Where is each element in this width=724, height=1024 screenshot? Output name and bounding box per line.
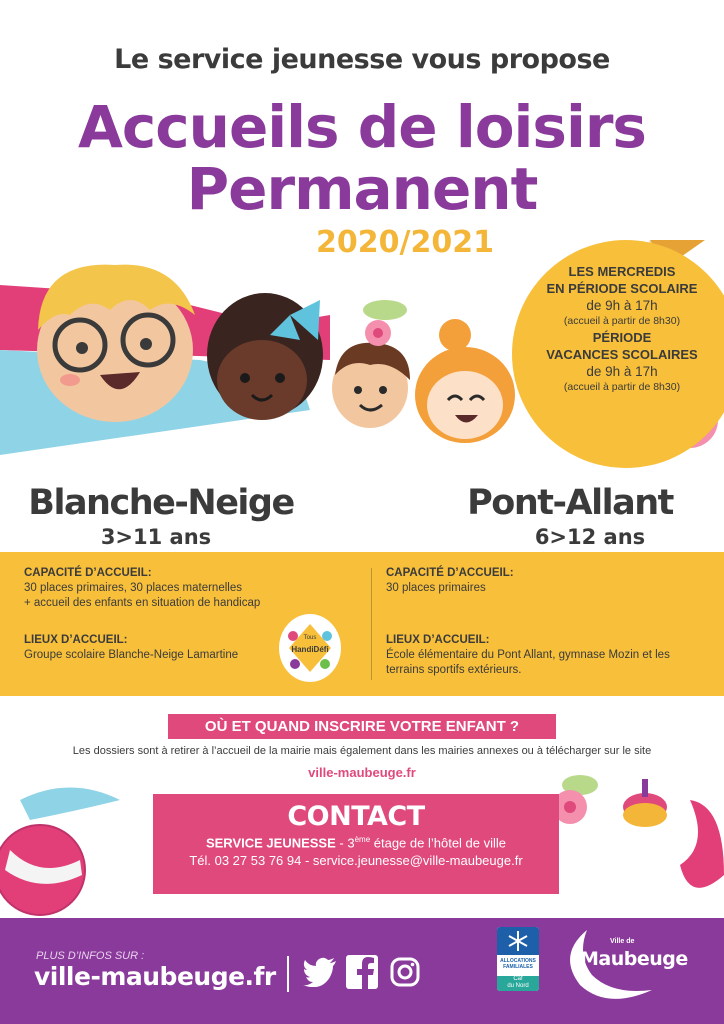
caf-name: Caf xyxy=(513,976,523,982)
page-title-line2: Permanent xyxy=(186,155,538,223)
left-location-line1: Groupe scolaire Blanche-Neige Lamartine xyxy=(24,649,239,661)
year-label: 2020/2021 xyxy=(316,225,494,260)
right-location-line1: École élémentaire du Pont Allant, gymnase Mozin et les xyxy=(386,649,670,661)
flower-small xyxy=(363,300,407,346)
footer-separator xyxy=(287,956,289,992)
schedule-info xyxy=(532,263,712,395)
instagram-icon[interactable] xyxy=(390,957,420,987)
place-left-name: Blanche-Neige xyxy=(28,483,294,523)
contact-title: CONTACT xyxy=(287,801,425,832)
maubeuge-logo-name: Maubeuge xyxy=(580,948,688,970)
schedule-block2-line1: PÉRIODE xyxy=(592,330,652,345)
schedule-block1-line1: LES MERCREDIS xyxy=(568,264,676,279)
place-blanche-neige xyxy=(6,482,316,550)
right-capacity-line1: 30 places primaires xyxy=(386,582,486,594)
footer-pre-text: PLUS D’INFOS SUR : xyxy=(36,950,145,962)
caf-text xyxy=(497,958,539,970)
info-left-column xyxy=(24,566,304,663)
right-location-label: LIEUX D’ACCUEIL: xyxy=(386,634,490,646)
right-capacity-label: CAPACITÉ D’ACCUEIL: xyxy=(386,567,514,579)
toys-illustration xyxy=(540,765,724,910)
caf-snowflake-icon xyxy=(497,927,539,955)
left-capacity-label: CAPACITÉ D’ACCUEIL: xyxy=(24,567,152,579)
footer-site-link[interactable]: ville-maubeuge.fr xyxy=(34,962,276,991)
caf-logo xyxy=(497,927,539,991)
info-right-column xyxy=(386,566,706,678)
contact-box xyxy=(153,794,559,894)
schedule-block2-hours: de 9h à 17h xyxy=(586,364,658,379)
schedule-block2-line2: VACANCES SCOLAIRES xyxy=(546,347,698,362)
contact-phone-email[interactable]: Tél. 03 27 53 76 94 - service.jeunesse@ville-maubeuge.fr xyxy=(189,853,523,869)
place-right-name: Pont-Allant xyxy=(467,483,673,523)
contact-location-sup: ème xyxy=(354,835,371,844)
place-right-age: 6>12 ans xyxy=(534,525,646,549)
register-text: Les dossiers sont à retirer à l’accueil de la mairie mais également dans les mairies annexes ou à télécharger sur le site xyxy=(72,745,652,757)
contact-service: SERVICE JEUNESSE xyxy=(205,835,336,851)
left-location-label: LIEUX D’ACCUEIL: xyxy=(24,634,128,646)
contact-location-prefix: - 3 xyxy=(335,835,355,851)
caf-name-band xyxy=(497,976,539,991)
boy-glasses-face xyxy=(37,265,195,422)
caf-region: du Nord xyxy=(507,983,529,989)
twitter-icon[interactable] xyxy=(303,957,337,987)
info-divider xyxy=(371,568,372,680)
contact-service-line xyxy=(153,835,559,850)
girl-redhair-face xyxy=(415,319,515,443)
register-banner: OÙ ET QUAND INSCRIRE VOTRE ENFANT ? xyxy=(168,714,556,739)
right-location-line2: terrains sportifs extérieurs. xyxy=(386,664,522,676)
page-title: Accueils de loisirs xyxy=(78,93,646,161)
ball-illustration xyxy=(0,780,130,920)
handidefi-badge-icon xyxy=(279,614,341,682)
schedule-block1-line2: EN PÉRIODE SCOLAIRE xyxy=(546,281,698,296)
maubeuge-logo-small: Ville de xyxy=(610,938,635,945)
schedule-block1-note: (accueil à partir de 8h30) xyxy=(563,315,681,327)
handidefi-logo xyxy=(279,614,341,682)
left-capacity-line1: 30 places primaires, 30 places maternelles xyxy=(24,582,242,594)
caf-text-line1: ALLOCATIONS xyxy=(500,958,536,964)
handidefi-main-text: HandiDéfi xyxy=(291,645,329,654)
caf-text-line2: FAMILIALES xyxy=(503,964,533,970)
tagline: Le service jeunesse vous propose xyxy=(114,44,610,75)
left-capacity-line2: + accueil des enfants en situation de handicap xyxy=(24,597,261,609)
boy-brown-face xyxy=(332,343,410,428)
handidefi-top-text: Tous xyxy=(303,635,317,641)
schedule-block2-note: (accueil à partir de 8h30) xyxy=(563,381,681,393)
register-link[interactable]: ville-maubeuge.fr xyxy=(308,765,416,780)
place-left-age: 3>11 ans xyxy=(100,525,212,549)
schedule-block1-hours: de 9h à 17h xyxy=(586,298,658,313)
place-pont-allant xyxy=(420,482,720,550)
facebook-icon[interactable] xyxy=(346,955,378,989)
contact-location-suffix: étage de l’hôtel de ville xyxy=(370,835,507,851)
